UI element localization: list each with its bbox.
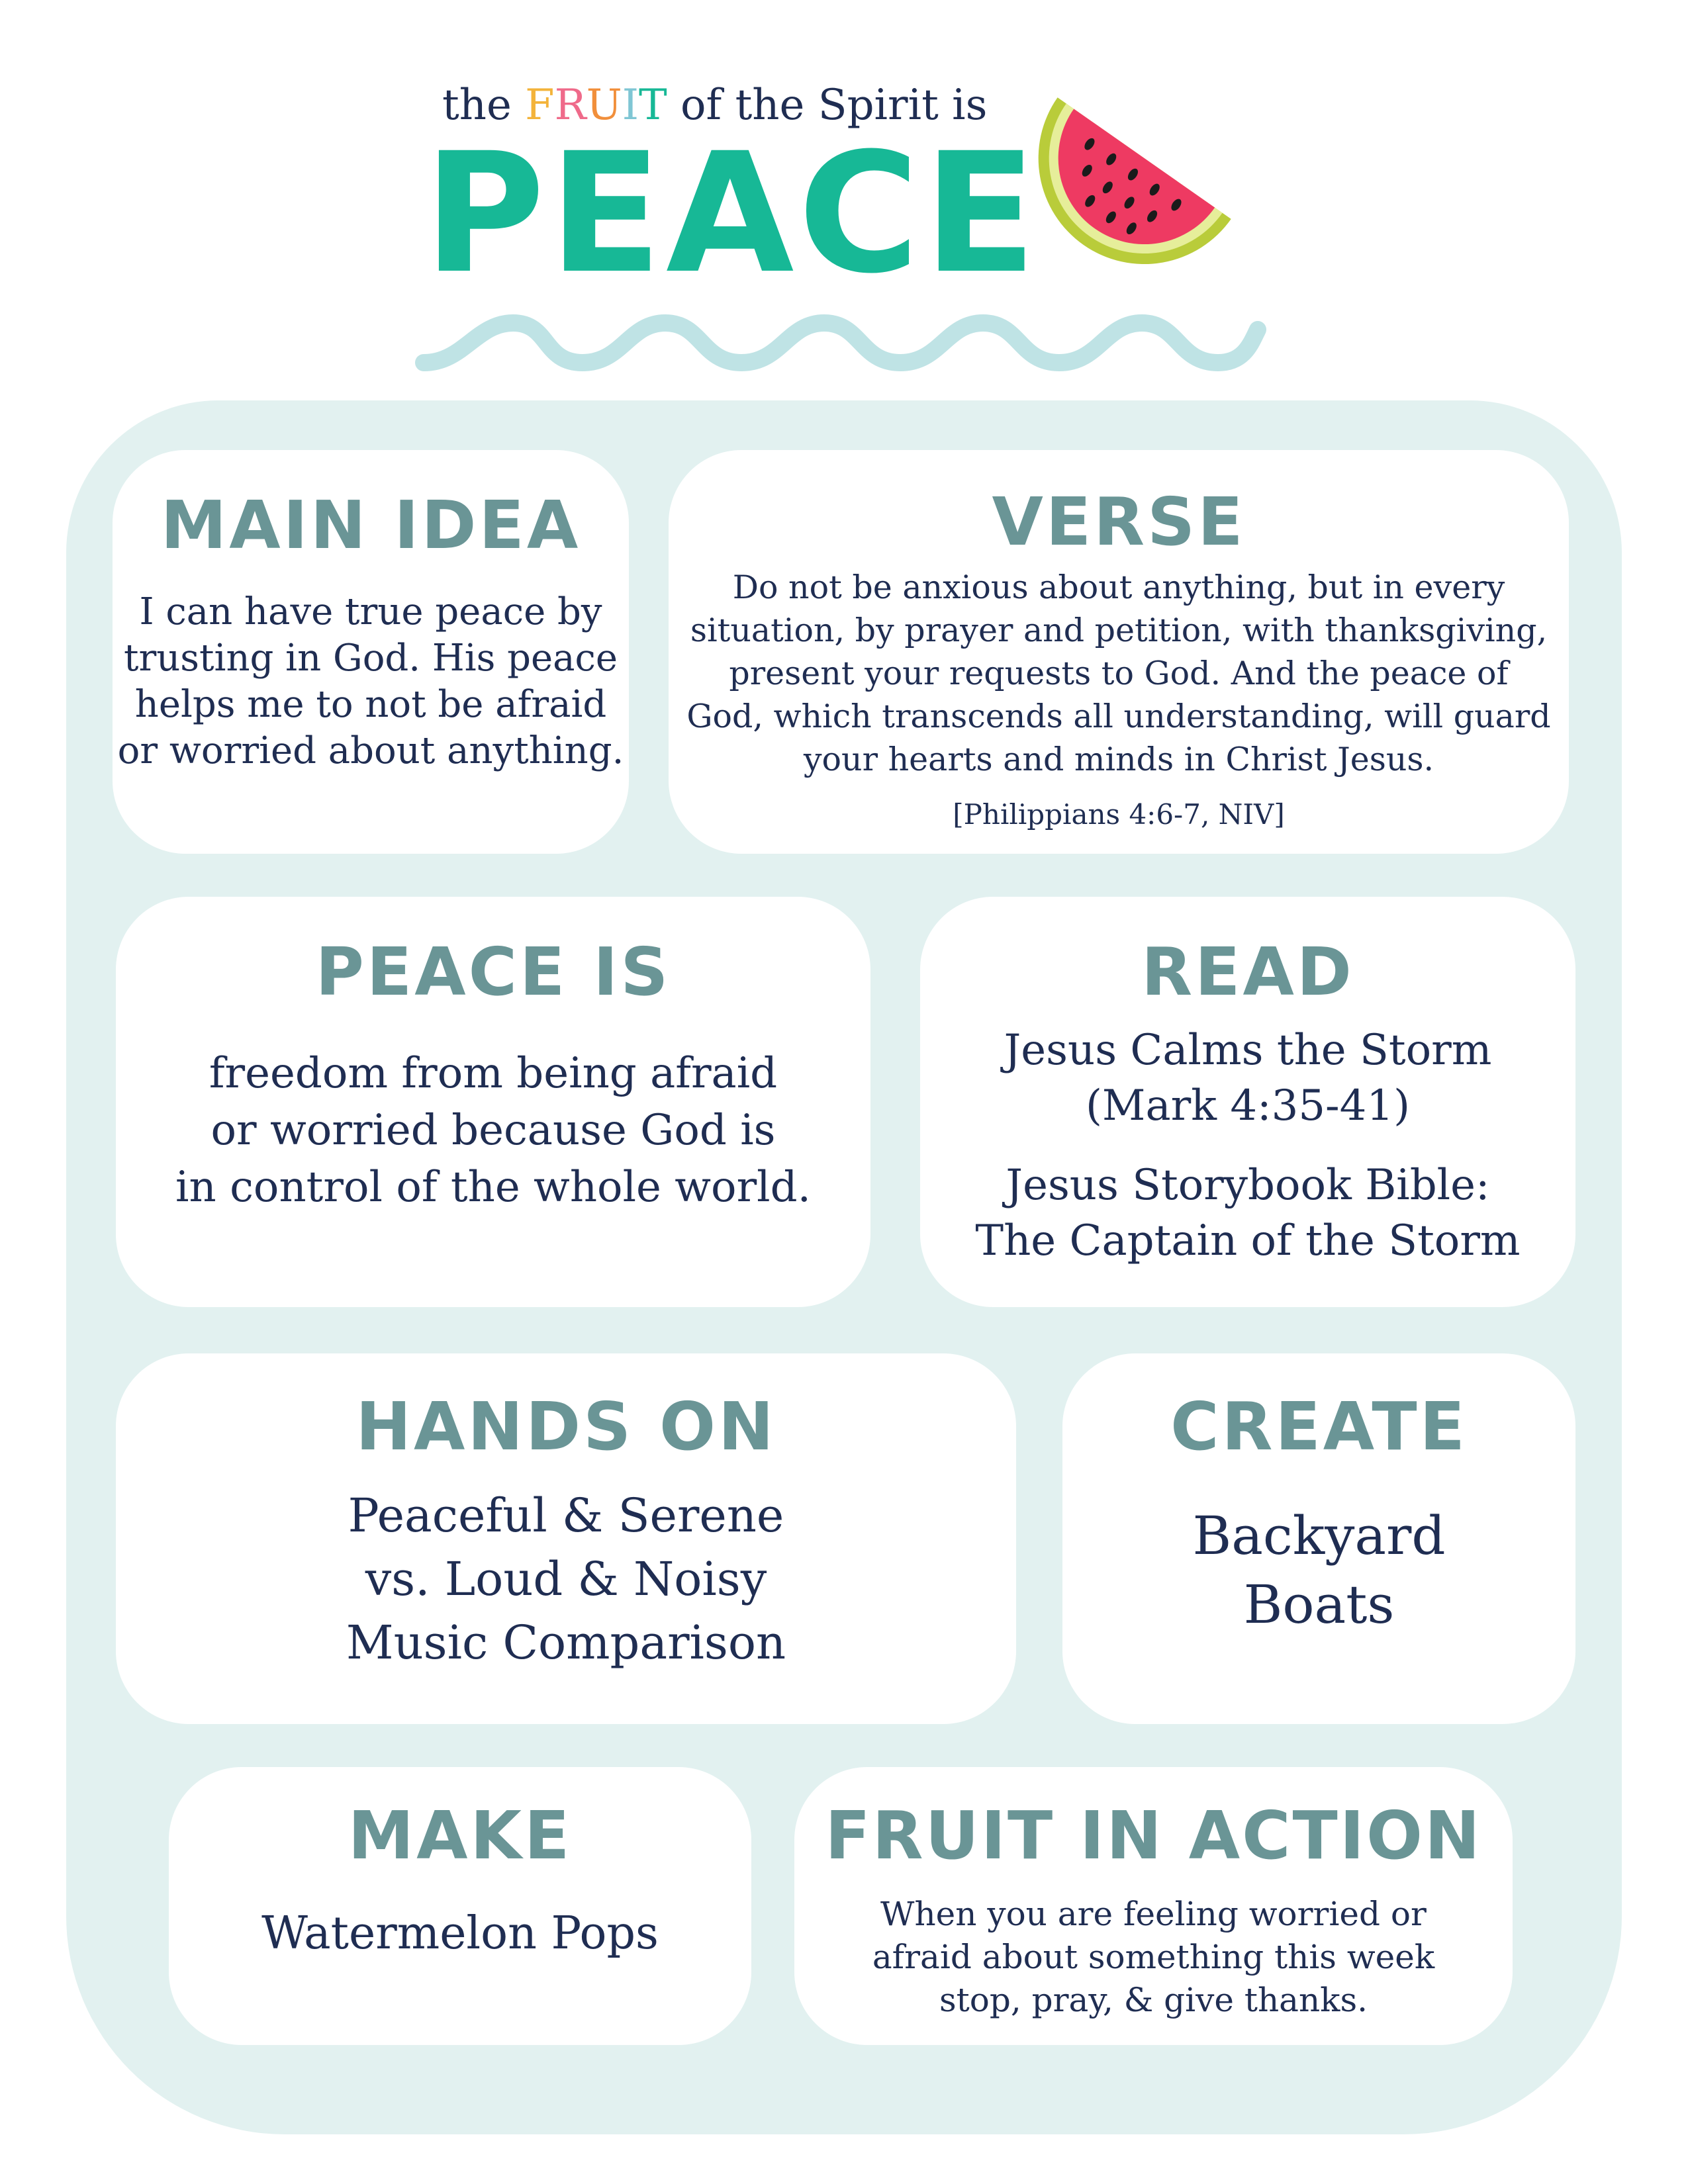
- main-idea-line: trusting in God. His peace: [123, 637, 618, 680]
- fruit-letter: F: [525, 81, 555, 130]
- verse-reference: [Philippians 4:6-7, NIV]: [953, 798, 1285, 831]
- verse-line: your hearts and minds in Christ Jesus.: [803, 741, 1434, 778]
- verse-line: God, which transcends all understanding, will guard: [686, 698, 1551, 735]
- subtitle-after: of the Spirit is: [680, 81, 988, 130]
- subtitle-before: the: [442, 81, 512, 130]
- make-heading: MAKE: [348, 1797, 573, 1874]
- fruit-in-action-line: When you are feeling worried or: [880, 1895, 1427, 1933]
- peace-is-line: in control of the whole world.: [175, 1163, 811, 1212]
- create-line: Backyard: [1192, 1505, 1446, 1567]
- fruit-letter: I: [622, 81, 639, 130]
- main-idea-line: helps me to not be afraid: [134, 683, 607, 726]
- create-card: [1062, 1353, 1575, 1724]
- main-idea-line: I can have true peace by: [139, 590, 602, 633]
- hands-on-heading: HANDS ON: [355, 1388, 776, 1465]
- verse-line: situation, by prayer and petition, with thanksgiving,: [690, 612, 1548, 649]
- fruit-in-action-line: afraid about something this week: [872, 1938, 1435, 1976]
- main-idea-heading: MAIN IDEA: [160, 486, 581, 564]
- peace-is-line: or worried because God is: [211, 1106, 776, 1155]
- watermelon-slice-icon: [1006, 73, 1244, 298]
- peace-is-line: freedom from being afraid: [209, 1049, 778, 1098]
- main-idea-card: [113, 450, 629, 854]
- hands-on-line: Peaceful & Serene: [348, 1488, 784, 1543]
- peace-is-heading: PEACE IS: [315, 933, 671, 1011]
- fruit-in-action-card: [794, 1767, 1513, 2045]
- verse-line: present your requests to God. And the peace of: [729, 655, 1509, 692]
- read-item-2-line: Jesus Storybook Bible:: [1006, 1161, 1490, 1210]
- read-card: [920, 897, 1575, 1307]
- fruit-letter: U: [586, 81, 622, 130]
- create-line: Boats: [1243, 1574, 1395, 1635]
- main-idea-line: or worried about anything.: [117, 729, 624, 772]
- verse-line: Do not be anxious about anything, but in every: [732, 569, 1505, 606]
- fruit-letter: R: [554, 81, 586, 130]
- fruit-letter: T: [638, 81, 667, 130]
- wave-decoration: [410, 303, 1271, 376]
- create-heading: CREATE: [1170, 1388, 1468, 1465]
- peace-is-card: [116, 897, 870, 1307]
- make-card: [169, 1767, 751, 2045]
- read-heading: READ: [1141, 933, 1354, 1011]
- read-item-1-line: Jesus Calms the Storm: [1004, 1026, 1492, 1075]
- read-item-1-line: (Mark 4:35-41): [1085, 1081, 1411, 1130]
- read-item-2-line: The Captain of the Storm: [975, 1216, 1521, 1265]
- fruit-in-action-heading: FRUIT IN ACTION: [825, 1797, 1482, 1874]
- hands-on-card: [116, 1353, 1016, 1724]
- hands-on-line: Music Comparison: [346, 1615, 786, 1670]
- make-text: Watermelon Pops: [261, 1907, 659, 1960]
- hands-on-line: vs. Loud & Noisy: [365, 1552, 767, 1606]
- page-title: PEACE: [424, 117, 1041, 310]
- verse-card: [669, 450, 1569, 854]
- header: [0, 0, 1688, 397]
- fruit-in-action-line: stop, pray, & give thanks.: [939, 1981, 1368, 2019]
- verse-heading: VERSE: [992, 483, 1246, 561]
